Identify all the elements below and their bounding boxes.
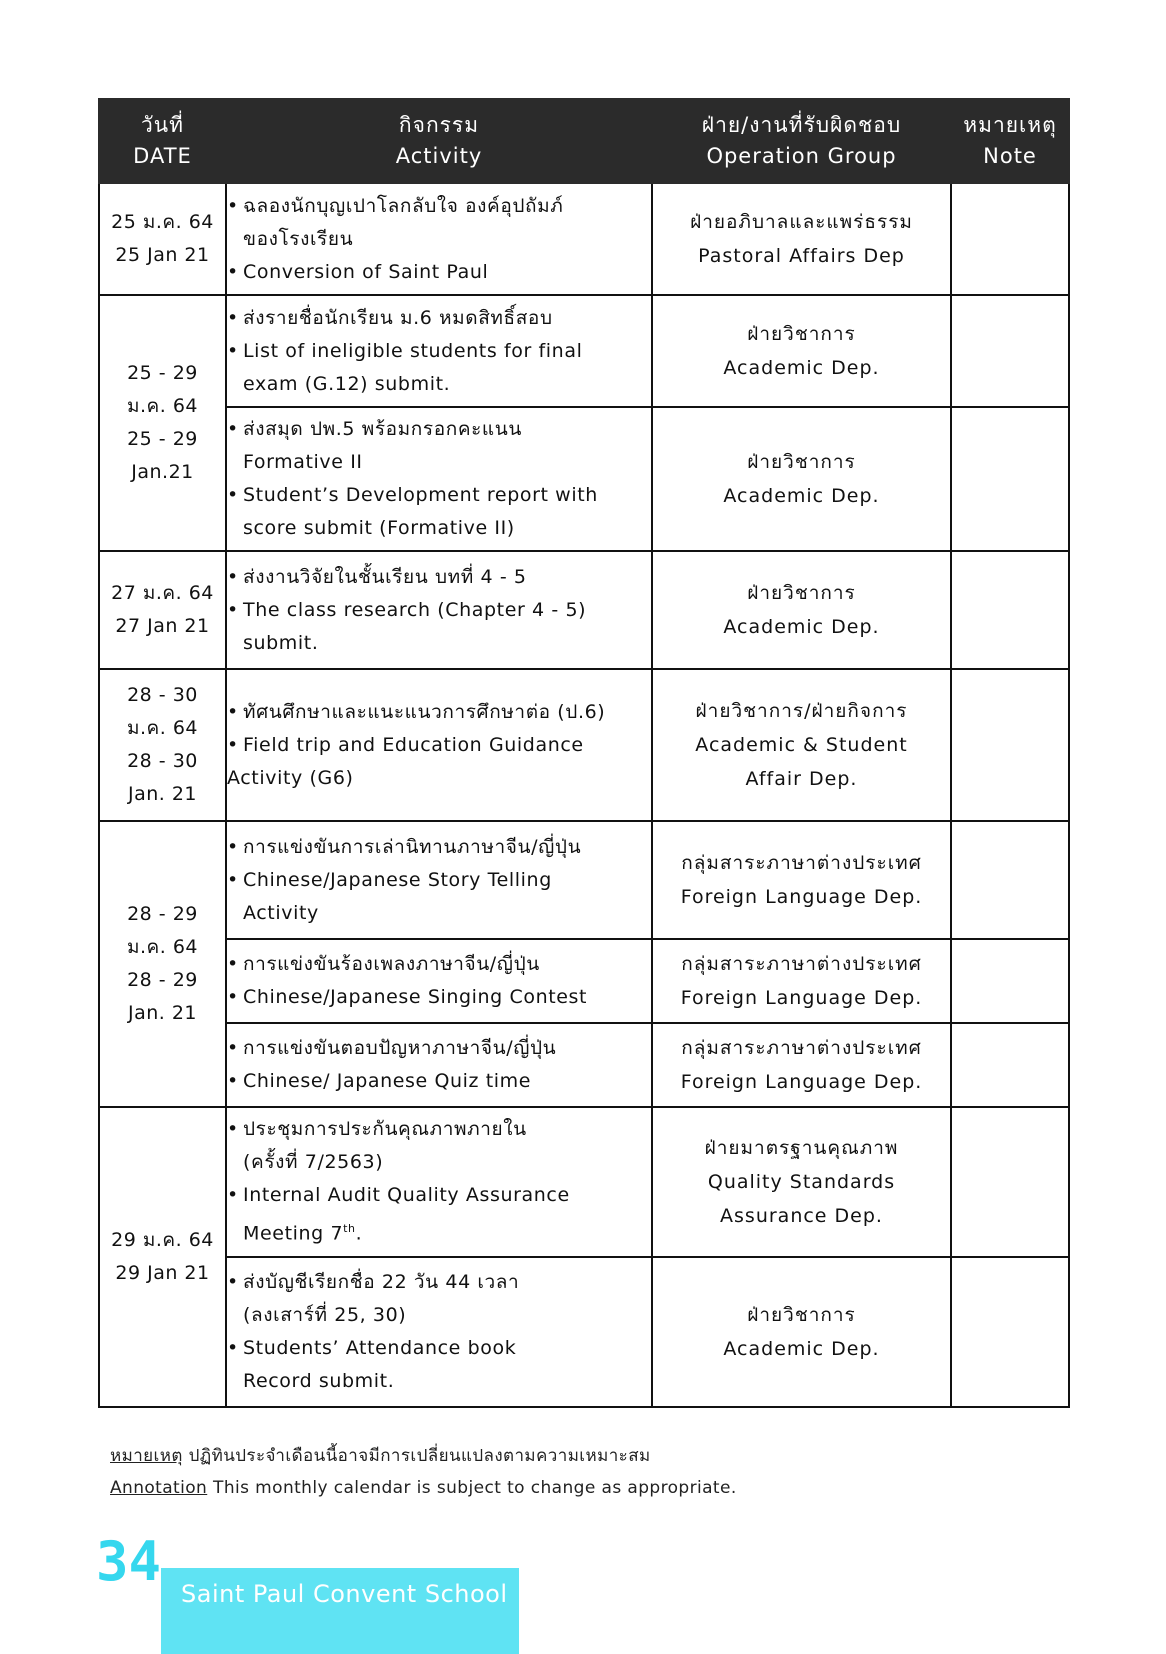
table-row: [99, 183, 1069, 295]
activity-cell: • ส่งรายชื่อนักเรียน ม.6 หมดสิทธิ์สอบ • List of ineligible students for final exam (G.12) submit.: [226, 295, 652, 407]
activity-cell: • การแข่งขันร้องเพลงภาษาจีน/ญี่ปุ่น • Chinese/Japanese Singing Contest: [226, 939, 652, 1023]
bullet-icon: •: [227, 1070, 239, 1092]
date-cell: 28 - 29 ม.ค. 64 28 - 29 Jan. 21: [99, 821, 226, 1107]
header-note: หมายเหตุ Note: [951, 99, 1069, 183]
operation-group-cell: กลุ่มสาระภาษาต่างประเทศ Foreign Language Dep.: [652, 939, 951, 1023]
activity-cell: • การแข่งขันตอบปัญหาภาษาจีน/ญี่ปุ่น • Chinese/ Japanese Quiz time: [226, 1023, 652, 1107]
table-row: [99, 551, 1069, 669]
activity-cell: • ประชุมการประกันคุณภาพภายใน (ครั้งที่ 7/2563) • Internal Audit Quality Assurance Meeting 7th.: [226, 1107, 652, 1257]
operation-group-cell: ฝ่ายวิชาการ Academic Dep.: [652, 295, 951, 407]
table-row: [99, 669, 1069, 821]
operation-group-cell: ฝ่ายวิชาการ Academic Dep.: [652, 551, 951, 669]
note-cell: [951, 821, 1069, 939]
date-cell: 29 ม.ค. 64 29 Jan 21: [99, 1107, 226, 1407]
note-cell: [951, 1257, 1069, 1407]
activity-cell: • ฉลองนักบุญเปาโลกลับใจ องค์อุปถัมภ์ ของโรงเรียน • Conversion of Saint Paul: [226, 183, 652, 295]
date-cell: 25 ม.ค. 64 25 Jan 21: [99, 183, 226, 295]
operation-group-cell: ฝ่ายวิชาการ/ฝ่ายกิจการ Academic & Student Affair Dep.: [652, 669, 951, 821]
bullet-icon: •: [227, 1184, 239, 1207]
bullet-icon: •: [227, 260, 239, 283]
table-row: [99, 295, 1069, 407]
activity-cell: • ส่งสมุด ปพ.5 พร้อมกรอกคะแนน Formative II • Student’s Development report with score submit (Formative II): [226, 407, 652, 551]
table-row: [99, 407, 1069, 551]
bullet-icon: •: [227, 1337, 239, 1359]
operation-group-cell: ฝ่ายวิชาการ Academic Dep.: [652, 1257, 951, 1407]
school-name: Saint Paul Convent School: [181, 1580, 508, 1608]
school-name-band: [161, 1568, 519, 1654]
note-cell: [951, 1023, 1069, 1107]
note-cell: [951, 183, 1069, 295]
date-cell: 25 - 29 ม.ค. 64 25 - 29 Jan.21: [99, 295, 226, 551]
bullet-icon: •: [227, 700, 239, 723]
bullet-icon: •: [227, 565, 239, 588]
header-date: วันที่ DATE: [99, 99, 226, 183]
note-cell: [951, 551, 1069, 669]
table-row: [99, 1023, 1069, 1107]
operation-group-cell: กลุ่มสาระภาษาต่างประเทศ Foreign Language Dep.: [652, 821, 951, 939]
bullet-icon: •: [227, 339, 239, 362]
date-cell: 27 ม.ค. 64 27 Jan 21: [99, 551, 226, 669]
note-cell: [951, 295, 1069, 407]
bullet-icon: •: [227, 484, 239, 506]
date-cell: 28 - 30 ม.ค. 64 28 - 30 Jan. 21: [99, 669, 226, 821]
table-row: [99, 1107, 1069, 1257]
bullet-icon: •: [227, 194, 239, 217]
note-cell: [951, 407, 1069, 551]
page-number: 34: [96, 1530, 162, 1593]
table-row: [99, 821, 1069, 939]
note-cell: [951, 1107, 1069, 1257]
bullet-icon: •: [227, 418, 239, 440]
activity-cell: • ส่งบัญชีเรียกชื่อ 22 วัน 44 เวลา (ลงเสาร์ที่ 25, 30) • Students’ Attendance book Record submit.: [226, 1257, 652, 1407]
bullet-icon: •: [227, 1037, 239, 1059]
bullet-icon: •: [227, 868, 239, 891]
header-operation-group: ฝ่าย/งานที่รับผิดชอบ Operation Group: [652, 99, 951, 183]
table-row: [99, 939, 1069, 1023]
annotation-thai: หมายเหตุ ปฏิทินประจำเดือนนี้อาจมีการเปลี่ยนแปลงตามความเหมาะสม: [110, 1446, 651, 1466]
annotation-english: Annotation This monthly calendar is subject to change as appropriate.: [110, 1478, 737, 1498]
table-header-row: [99, 99, 1069, 183]
operation-group-cell: ฝ่ายอภิบาลและแพร่ธรรม Pastoral Affairs Dep: [652, 183, 951, 295]
activity-cell: • ส่งงานวิจัยในชั้นเรียน บทที่ 4 - 5 • The class research (Chapter 4 - 5) submit.: [226, 551, 652, 669]
note-cell: [951, 939, 1069, 1023]
bullet-icon: •: [227, 598, 239, 621]
header-activity: กิจกรรม Activity: [226, 99, 652, 183]
bullet-icon: •: [227, 733, 239, 756]
bullet-icon: •: [227, 835, 239, 858]
operation-group-cell: กลุ่มสาระภาษาต่างประเทศ Foreign Language Dep.: [652, 1023, 951, 1107]
note-cell: [951, 669, 1069, 821]
operation-group-cell: ฝ่ายวิชาการ Academic Dep.: [652, 407, 951, 551]
table-row: [99, 1257, 1069, 1407]
operation-group-cell: ฝ่ายมาตรฐานคุณภาพ Quality Standards Assurance Dep.: [652, 1107, 951, 1257]
activity-cell: • ทัศนศึกษาและแนะแนวการศึกษาต่อ (ป.6) • Field trip and Education Guidance Activity (G6): [226, 669, 652, 821]
bullet-icon: •: [227, 986, 239, 1008]
bullet-icon: •: [227, 953, 239, 975]
bullet-icon: •: [227, 1271, 239, 1293]
bullet-icon: •: [227, 306, 239, 329]
annotation-footer: [110, 1440, 737, 1504]
bullet-icon: •: [227, 1118, 239, 1141]
calendar-table: [98, 98, 1070, 1408]
activity-cell: • การแข่งขันการเล่านิทานภาษาจีน/ญี่ปุ่น • Chinese/Japanese Story Telling Activity: [226, 821, 652, 939]
